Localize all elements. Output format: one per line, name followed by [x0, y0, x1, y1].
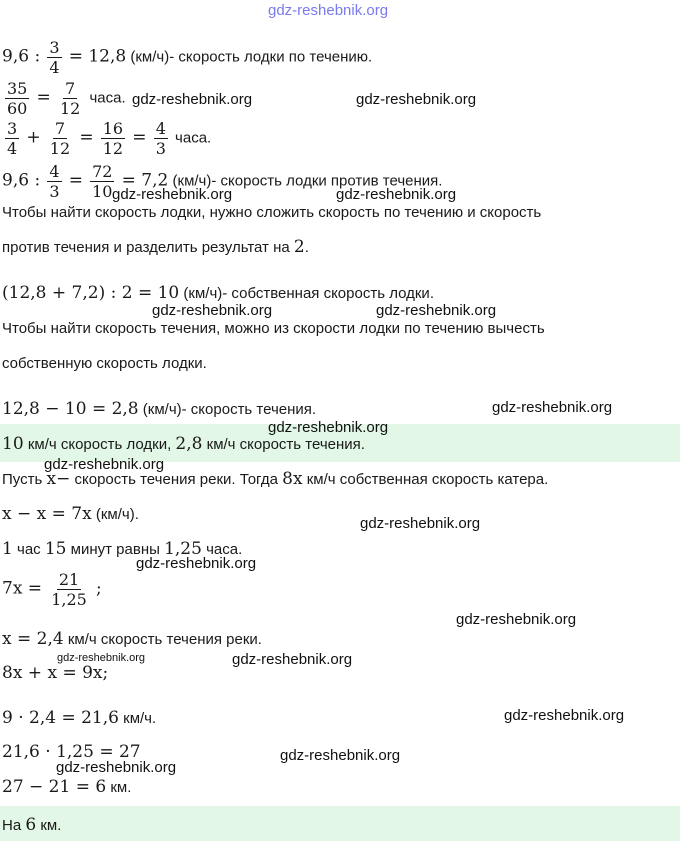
watermark: gdz-reshebnik.org — [112, 186, 233, 203]
watermark: gdz-reshebnik.org — [336, 186, 457, 203]
watermark: gdz-reshebnik.org — [57, 652, 146, 664]
watermark: gdz-reshebnik.org — [456, 611, 577, 628]
text-explanation-3: Чтобы найти скорость течения, можно из скорости лодки по течению вычесть — [2, 320, 545, 337]
line-let-x: Пусть x− скорость течения реки. Тогда 8x км/ч собственная скорость катера. — [2, 469, 549, 489]
line-equation-3: 8x + x = 9x; — [2, 663, 109, 683]
fraction: $\frac{3}{4}$ — [49, 38, 60, 77]
watermark: gdz-reshebnik.org — [360, 515, 481, 532]
watermark: gdz-reshebnik.org — [232, 651, 353, 668]
line-speed-upstream: 9,6 : $\frac{4}{3}$ = $\frac{72}{10}$ = 7,2 (км/ч)- скорость лодки против течения. — [2, 162, 443, 201]
line-current-speed: 12,8 − 10 = 2,8 (км/ч)- скорость течения. — [2, 399, 317, 419]
text-explanation-1: Чтобы найти скорость лодки, нужно сложить скорость по течению и скорость — [2, 204, 542, 221]
line-equation-2: 7x = $\frac{21}{1,25}$ ; — [2, 570, 102, 609]
watermark: gdz-reshebnik.org — [504, 707, 625, 724]
watermark: gdz-reshebnik.org — [132, 91, 253, 108]
line-time-sum: $\frac{3}{4}$ + $\frac{7}{12}$ = $\frac{16}{12}$ = $\frac{4}{3}$ часа. — [7, 119, 212, 158]
watermark: gdz-reshebnik.org — [136, 555, 257, 572]
watermark: gdz-reshebnik.org — [44, 456, 165, 473]
watermark: gdz-reshebnik.org — [376, 302, 497, 319]
watermark: gdz-reshebnik.org — [152, 302, 273, 319]
line-own-speed: (12,8 + 7,2) : 2 = 10 (км/ч)- собственная скорость лодки. — [2, 283, 434, 303]
line-equation-1: x − x = 7x (км/ч). — [2, 504, 139, 524]
answer-line-1: 10 км/ч скорость лодки, 2,8 км/ч скорость течения. — [2, 434, 365, 454]
line-boat-speed: 9 · 2,4 = 21,6 км/ч. — [2, 708, 157, 728]
line-difference: 27 − 21 = 6 км. — [2, 777, 132, 797]
line-x-value: x = 2,4 км/ч скорость течения реки. — [2, 629, 262, 649]
answer-highlight-2 — [0, 806, 680, 841]
text-explanation-4: собственную скорость лодки. — [2, 355, 207, 372]
text-explanation-2: против течения и разделить результат на 2. — [2, 237, 309, 257]
watermark: gdz-reshebnik.org — [492, 399, 613, 416]
line-distance: 21,6 · 1,25 = 27 — [2, 742, 141, 762]
line-time-conversion: $\frac{35}{60}$ = $\frac{7}{12}$ часа. — [7, 79, 126, 118]
answer-line-2: На 6 км. — [2, 815, 62, 835]
watermark: gdz-reshebnik.org — [280, 747, 401, 764]
watermark: gdz-reshebnik.org — [356, 91, 477, 108]
watermark: gdz-reshebnik.org — [268, 419, 389, 436]
watermark: gdz-reshebnik.org — [56, 759, 177, 776]
line-speed-downstream: 9,6 : $\frac{3}{4}$ = 12,8 (км/ч)- скорость лодки по течению. — [2, 38, 373, 77]
watermark-top: gdz-reshebnik.org — [268, 2, 389, 19]
line-time-equal: 1 час 15 минут равны 1,25 часа. — [2, 539, 243, 559]
